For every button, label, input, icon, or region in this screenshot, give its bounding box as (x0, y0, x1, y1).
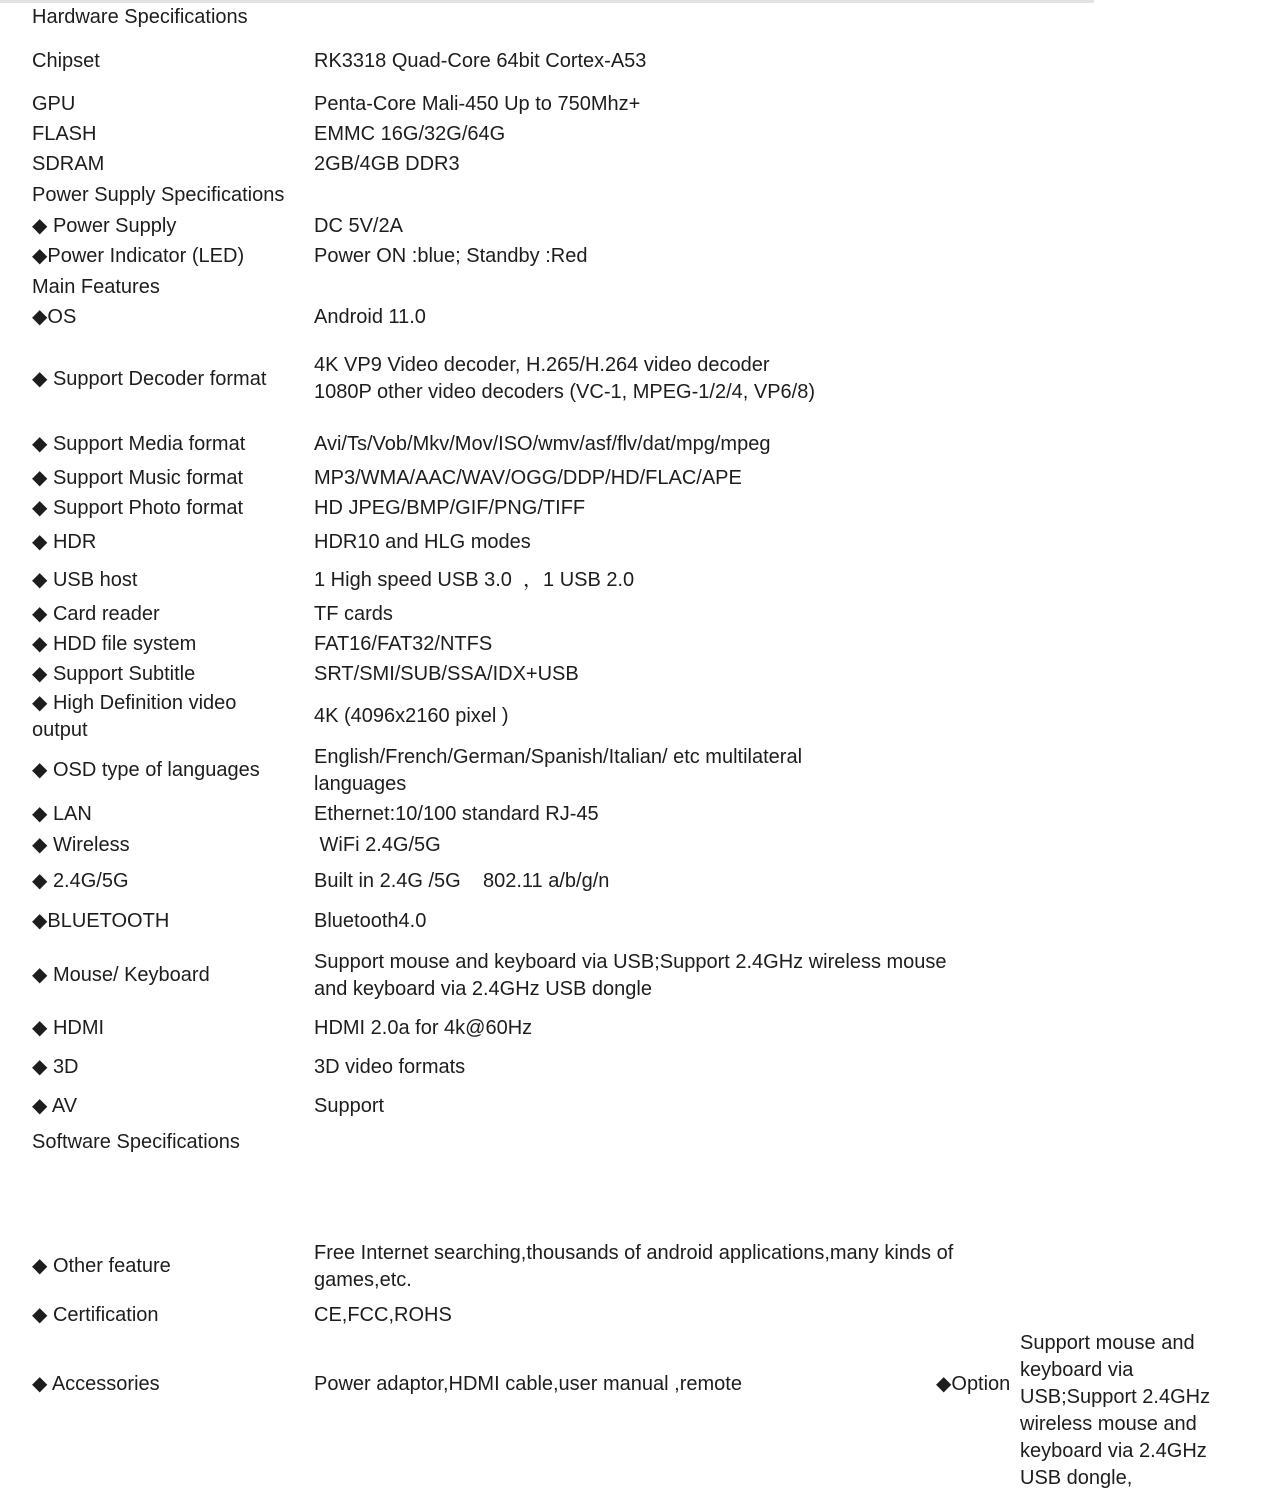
option-value: Support mouse and keyboard via USB;Support 2.4GHz wireless mouse and keyboard via 2.4GHz USB dongle, (1020, 1332, 1211, 1489)
spec-value: Power ON :blue; Standby :Red (314, 245, 588, 267)
spec-label: ◆ 3D (32, 1056, 79, 1078)
spec-label: ◆Power Indicator (LED) (32, 245, 245, 267)
spec-value: Support mouse and keyboard via USB;Support 2.4GHz wireless mouse and keyboard via 2.4GHz USB dongle (314, 951, 947, 1000)
spec-value: DC 5V/2A (314, 215, 403, 237)
spec-label: ◆ HDD file system (32, 633, 197, 655)
option-label: ◆Option (936, 1373, 1011, 1395)
spec-label: ◆ AV (32, 1095, 78, 1117)
spec-value: FAT16/FAT32/NTFS (314, 633, 493, 655)
spec-value: Support (314, 1095, 385, 1117)
spec-label: ◆ Certification (32, 1304, 159, 1326)
spec-value: Power adaptor,HDMI cable,user manual ,remote (314, 1373, 742, 1395)
spec-label: ◆ USB host (32, 569, 138, 591)
spec-label: ◆ Support Subtitle (32, 663, 196, 685)
spec-value: Bluetooth4.0 (314, 910, 427, 932)
spec-label: SDRAM (32, 153, 105, 175)
spec-value: 4K (4096x2160 pixel ) (314, 705, 509, 727)
spec-value: Free Internet searching,thousands of android applications,many kinds of games,etc. (314, 1242, 954, 1291)
spec-label: ◆ HDR (32, 531, 97, 553)
spec-value: SRT/SMI/SUB/SSA/IDX+USB (314, 663, 579, 685)
section-main-features: Main Features (32, 276, 160, 298)
spec-value: WiFi 2.4G/5G (314, 834, 441, 856)
spec-label: ◆ Wireless (32, 834, 130, 856)
spec-label: ◆ Card reader (32, 603, 160, 625)
spec-value: MP3/WMA/AAC/WAV/OGG/DDP/HD/FLAC/APE (314, 467, 742, 489)
spec-label: ◆ Power Supply (32, 215, 177, 237)
spec-label: GPU (32, 93, 76, 115)
spec-label: ◆ Accessories (32, 1373, 160, 1395)
spec-value: Android 11.0 (314, 306, 426, 328)
spec-value: RK3318 Quad-Core 64bit Cortex-A53 (314, 50, 647, 72)
spec-label: ◆ LAN (32, 803, 92, 825)
spec-value: 3D video formats (314, 1056, 466, 1078)
spec-label: Chipset (32, 50, 100, 72)
spec-value: Penta-Core Mali-450 Up to 750Mhz+ (314, 93, 641, 115)
section-hardware-specifications: Hardware Specifications (32, 6, 248, 28)
spec-value-line: 4K VP9 Video decoder, H.265/H.264 video decoder (314, 354, 770, 376)
spec-value: Avi/Ts/Vob/Mkv/Mov/ISO/wmv/asf/flv/dat/mpg/mpeg (314, 433, 771, 455)
spec-label: ◆ HDMI (32, 1017, 105, 1039)
spec-label: ◆BLUETOOTH (32, 910, 170, 932)
spec-value: EMMC 16G/32G/64G (314, 123, 506, 145)
spec-label: ◆ High Definition video output (32, 692, 237, 741)
spec-label: ◆ Support Decoder format (32, 368, 267, 390)
spec-label: ◆ Support Media format (32, 433, 246, 455)
spec-value: Ethernet:10/100 standard RJ-45 (314, 803, 599, 825)
spec-label: ◆ Other feature (32, 1255, 171, 1277)
spec-label: ◆ OSD type of languages (32, 759, 260, 781)
spec-label: ◆ Mouse/ Keyboard (32, 964, 210, 986)
spec-value: 2GB/4GB DDR3 (314, 153, 460, 175)
spec-label: ◆OS (32, 306, 77, 328)
spec-label: ◆ 2.4G/5G (32, 870, 129, 892)
spec-value: TF cards (314, 603, 393, 625)
spec-label: ◆ Support Music format (32, 467, 244, 489)
spec-value-line: 1080P other video decoders (VC-1, MPEG-1/2/4, VP6/8) (314, 381, 816, 403)
spec-value: HDR10 and HLG modes (314, 531, 531, 553)
spec-value: Built in 2.4G /5G 802.11 a/b/g/n (314, 870, 610, 892)
section-power-supply-specifications: Power Supply Specifications (32, 184, 285, 206)
spec-value: English/French/German/Spanish/Italian/ etc multilateral languages (314, 746, 803, 795)
spec-label: FLASH (32, 123, 97, 145)
spec-value: HDMI 2.0a for 4k@60Hz (314, 1017, 533, 1039)
top-divider (0, 0, 1094, 3)
section-software-specifications: Software Specifications (32, 1131, 240, 1153)
spec-value: 1 High speed USB 3.0 ，1 USB 2.0 (314, 569, 635, 591)
spec-value: HD JPEG/BMP/GIF/PNG/TIFF (314, 497, 586, 519)
spec-value: CE,FCC,ROHS (314, 1304, 452, 1326)
spec-label: ◆ Support Photo format (32, 497, 244, 519)
